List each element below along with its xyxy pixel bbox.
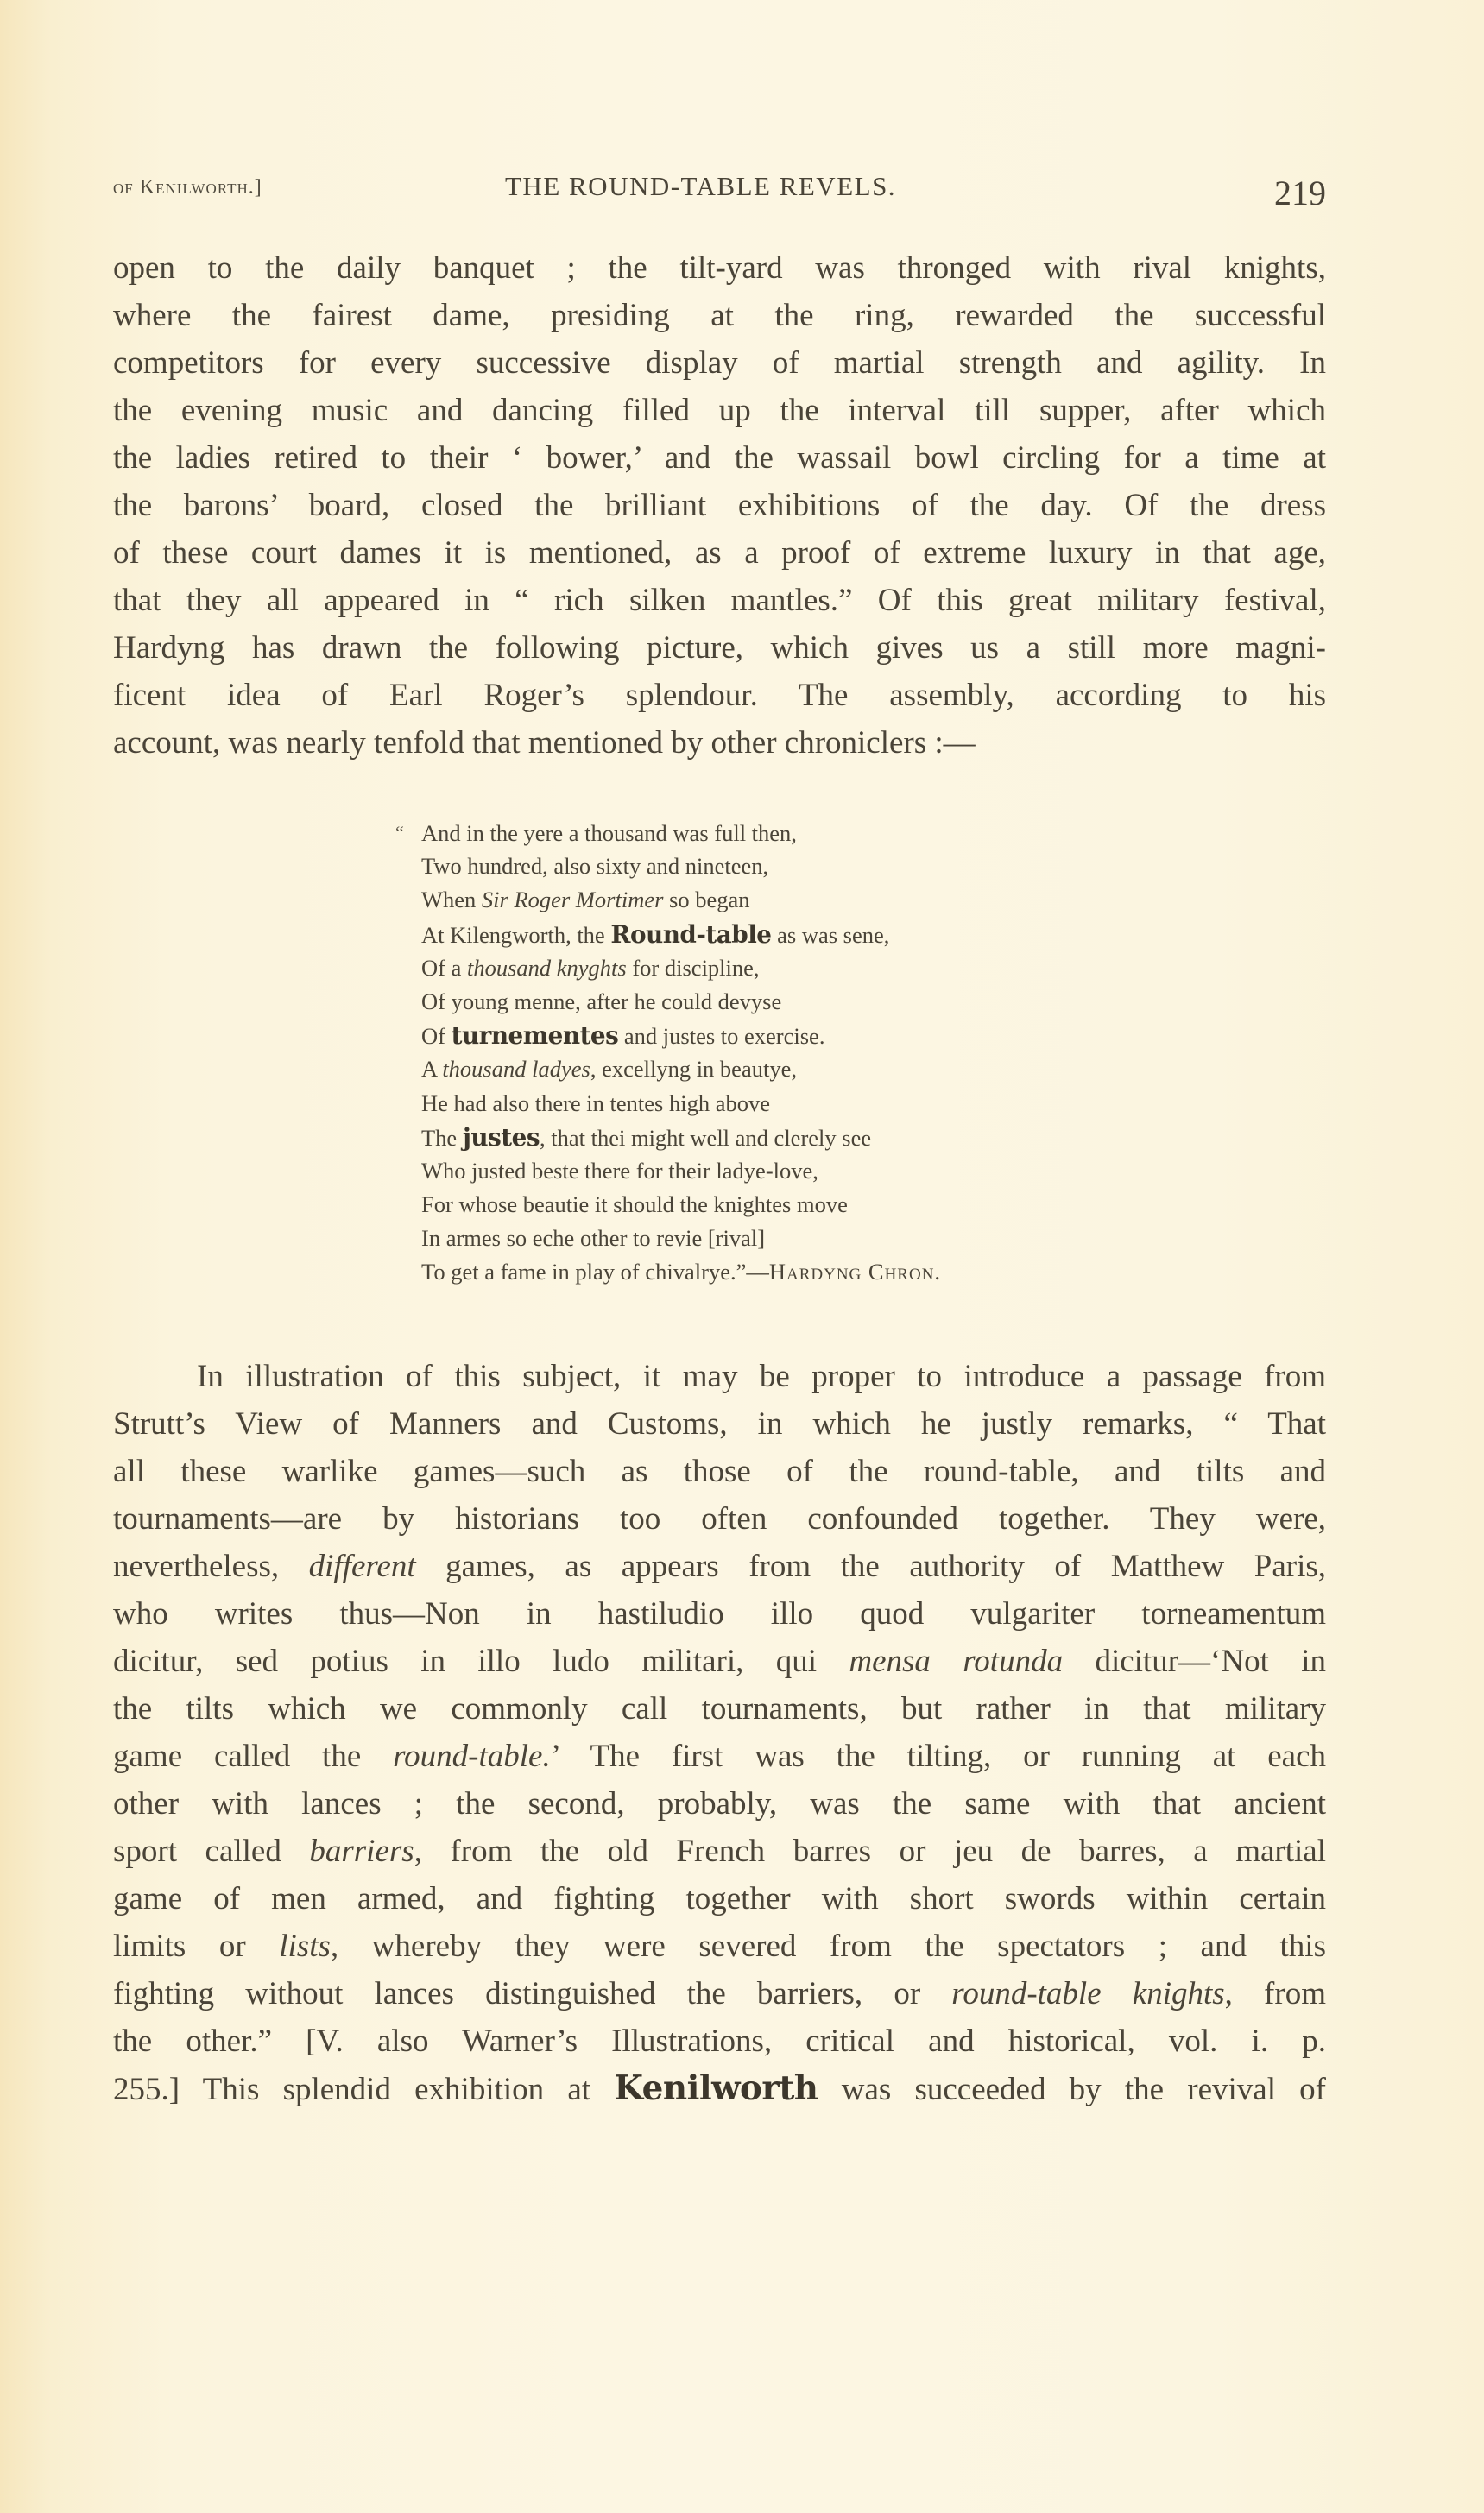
text-line — [113, 2065, 1326, 2112]
text-line — [113, 1638, 1326, 1685]
verse-line — [395, 1121, 941, 1154]
ital-text: lists — [279, 1929, 331, 1964]
text-segment: was succeeded by the revival of — [818, 2072, 1326, 2107]
text-line — [113, 482, 1326, 529]
header-chapter-title: THE ROUND-TABLE REVELS. — [505, 171, 897, 201]
text-segment: the tilts which we commonly call tournaments, but rather in that military — [113, 1691, 1326, 1727]
smallcaps-text: Hardyng Chron. — [768, 1259, 942, 1285]
text-segment: games, as appears from the authority of Matthew Paris, — [415, 1549, 1326, 1584]
text-segment: , from the old French barres or jeu de barres, a martial — [414, 1834, 1326, 1869]
text-line — [113, 1543, 1326, 1590]
text-line — [113, 1590, 1326, 1638]
ital-text: different — [308, 1549, 416, 1584]
text-segment: He had also there in tentes high above — [421, 1089, 770, 1116]
text-line — [113, 244, 1326, 292]
text-segment: for discipline, — [626, 954, 760, 981]
verse-line — [395, 1154, 941, 1188]
text-segment: Two hundred, also sixty and nineteen, — [421, 853, 769, 880]
verse-line — [395, 816, 941, 849]
text-line — [113, 1733, 1326, 1780]
verse-line — [395, 1255, 941, 1289]
text-segment: When — [421, 887, 482, 913]
text-segment: the evening music and dancing filled up the interval till supper, after which — [113, 393, 1326, 428]
text-segment: To get a fame in play of chivalrye.”— — [421, 1259, 769, 1285]
header-section-label: of Kenilworth.] — [113, 176, 262, 199]
text-segment: so began — [663, 887, 750, 913]
text-line — [113, 1923, 1326, 1970]
blackletter-text: justes — [462, 1122, 540, 1152]
text-line — [113, 577, 1326, 624]
text-line — [113, 1400, 1326, 1448]
text-segment: game called the — [113, 1739, 394, 1774]
text-segment: Of — [421, 1023, 452, 1050]
text-line — [113, 624, 1326, 672]
running-header — [113, 169, 1326, 212]
text-segment: , from — [1224, 1976, 1326, 2011]
text-line — [113, 1495, 1326, 1543]
text-segment: limits or — [113, 1929, 280, 1964]
ital-text: thousand ladyes — [442, 1056, 590, 1083]
text-segment: In armes so eche other to revie [rival] — [421, 1225, 766, 1252]
text-segment: A — [421, 1056, 443, 1083]
verse-line — [395, 918, 941, 951]
verse-line — [395, 883, 941, 917]
text-line — [113, 434, 1326, 482]
text-segment: as was sene, — [771, 921, 890, 948]
blackletter-text: Round-table — [610, 919, 772, 949]
text-segment: The — [421, 1124, 463, 1151]
text-segment: the other.” [V. also Warner’s Illustrations, critical and historical, vol. i. p. — [113, 2024, 1326, 2059]
text-segment: ficent idea of Earl Roger’s splendour. The assembly, according to his — [113, 678, 1326, 713]
verse-line — [395, 1019, 941, 1052]
text-segment: , that thei might well and clerely see — [539, 1124, 872, 1151]
text-line — [113, 2017, 1326, 2065]
text-segment: Who justed beste there for their ladye-love, — [421, 1157, 818, 1184]
text-segment: that they all appeared in “ rich silken mantles.” Of this great military festival, — [113, 583, 1326, 618]
text-segment: dicitur—‘Not in — [1063, 1644, 1326, 1679]
text-segment: dicitur, sed potius in illo ludo militari, qui — [113, 1644, 849, 1679]
ital-text: thousand knyghts — [466, 954, 627, 981]
verse-line — [395, 849, 941, 883]
verse-line — [395, 1087, 941, 1121]
text-segment: Strutt’s View of Manners and Customs, in which he justly remarks, “ That — [113, 1406, 1326, 1442]
text-segment: of these court dames it is mentioned, as a proof of extreme luxury in that age, — [113, 535, 1326, 571]
text-segment: In illustration of this subject, it may be proper to introduce a passage from — [197, 1359, 1326, 1394]
text-line — [113, 387, 1326, 434]
open-quote-mark: “ — [395, 822, 404, 843]
text-segment: the barons’ board, closed the brilliant exhibitions of the day. Of the dress — [113, 488, 1326, 523]
text-line — [113, 1875, 1326, 1923]
paragraph-1 — [113, 244, 1326, 767]
text-segment: where the fairest dame, presiding at the ring, rewarded the successful — [113, 298, 1326, 333]
text-segment: Of young menne, after he could devyse — [421, 988, 782, 1014]
ital-text: Sir Roger Mortimer — [481, 887, 664, 913]
verse-quotation — [395, 816, 941, 1290]
text-segment: And in the yere a thousand was full then, — [421, 820, 797, 846]
text-line — [113, 1685, 1326, 1733]
text-segment: other with lances ; the second, probably, was the same with that ancient — [113, 1786, 1326, 1822]
text-line — [113, 339, 1326, 387]
verse-line — [395, 1222, 941, 1255]
text-segment: competitors for every successive display of martial strength and agility. In — [113, 345, 1326, 381]
ital-text: barriers — [309, 1834, 414, 1869]
text-segment: open to the daily banquet ; the tilt-yard was thronged with rival knights, — [113, 250, 1326, 286]
text-line — [113, 719, 1326, 767]
text-segment: sport called — [113, 1834, 310, 1869]
text-segment: account, was nearly tenfold that mentioned by other chroniclers :— — [113, 725, 976, 761]
text-segment: ’ The first was the tilting, or running at each — [550, 1739, 1326, 1774]
text-segment: all these warlike games—such as those of the round-table, and tilts and — [113, 1454, 1326, 1489]
page-number: 219 — [1274, 174, 1326, 212]
ital-text: round-table knights — [951, 1976, 1225, 2011]
ital-text: round-table. — [393, 1739, 551, 1774]
text-line — [113, 672, 1326, 719]
text-segment: , whereby they were severed from the spectators ; and this — [330, 1929, 1326, 1964]
text-segment: fighting without lances distinguished the barriers, or — [113, 1976, 952, 2011]
verse-line — [395, 1188, 941, 1222]
paragraph-2 — [113, 1353, 1326, 2112]
text-segment: Hardyng has drawn the following picture, which gives us a still more magni- — [113, 630, 1326, 666]
text-line — [113, 292, 1326, 339]
text-segment: tournaments—are by historians too often confounded together. They were, — [113, 1501, 1326, 1537]
text-segment: 255.] This splendid exhibition at — [113, 2072, 615, 2107]
blackletter-text: Kenilworth — [614, 2069, 818, 2108]
text-line — [113, 1780, 1326, 1828]
ital-text: mensa rotunda — [849, 1644, 1064, 1679]
blackletter-text: turnementes — [451, 1021, 619, 1051]
text-line — [113, 1448, 1326, 1495]
text-segment: Of a — [421, 954, 467, 981]
text-segment: nevertheless, — [113, 1549, 309, 1584]
text-segment: For whose beautie it should the knightes move — [421, 1191, 848, 1218]
text-segment: who writes thus—Non in hastiludio illo quod vulgariter torneamentum — [113, 1596, 1326, 1632]
text-segment: , excellyng in beautye, — [590, 1056, 797, 1083]
text-line — [113, 1970, 1326, 2017]
text-segment: At Kilengworth, the — [421, 921, 611, 948]
text-segment: game of men armed, and fighting together with short swords within certain — [113, 1881, 1326, 1916]
verse-line — [395, 985, 941, 1019]
text-line — [113, 529, 1326, 577]
text-line — [113, 1353, 1326, 1400]
text-segment: and justes to exercise. — [618, 1023, 825, 1050]
verse-line — [395, 951, 941, 985]
verse-line — [395, 1052, 941, 1086]
text-segment: the ladies retired to their ‘ bower,’ and the wassail bowl circling for a time at — [113, 440, 1326, 476]
text-line — [113, 1828, 1326, 1875]
